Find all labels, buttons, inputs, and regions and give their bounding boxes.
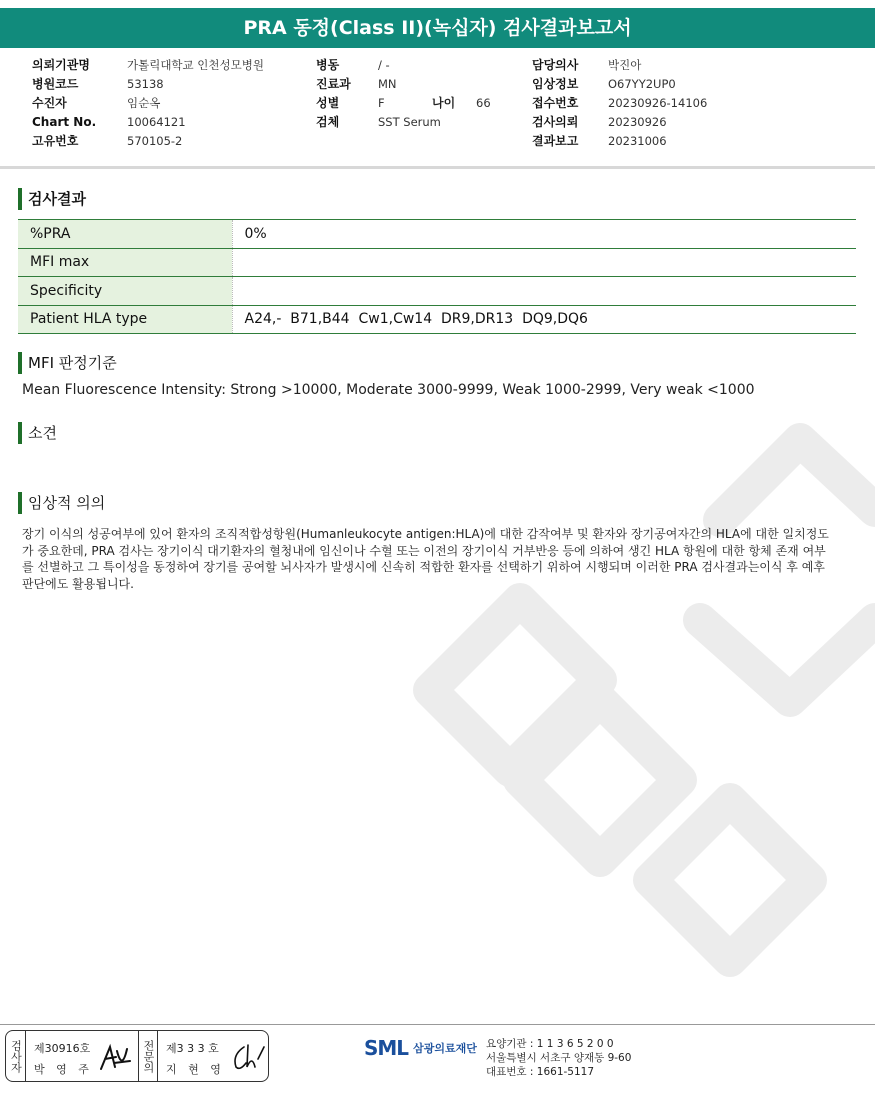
examiner-label-text: 검사자 — [9, 1039, 23, 1073]
chart-no-label: Chart No. — [32, 115, 97, 129]
table-row — [18, 248, 856, 277]
specialist-label — [138, 1031, 158, 1081]
table-row — [18, 277, 856, 306]
examiner-cell — [32, 1031, 136, 1081]
department-value: MN — [378, 77, 397, 91]
result-value — [232, 277, 856, 306]
unique-no-label: 고유번호 — [32, 134, 79, 148]
age-value: 66 — [476, 96, 491, 110]
contact-info — [486, 1037, 631, 1079]
doctor-label: 담당의사 — [532, 58, 579, 72]
request-date-label: 검사의뢰 — [532, 115, 579, 129]
examiner-name: 박 영 주 — [34, 1063, 93, 1076]
patient-value: 임순옥 — [127, 96, 161, 110]
result-value: 0% — [232, 220, 856, 249]
hospital-code-label: 병원코드 — [32, 77, 79, 91]
patient-label: 수진자 — [32, 96, 67, 110]
patient-info-column-2 — [316, 56, 491, 132]
result-value: A24,- B71,B44 Cw1,Cw14 DR9,DR13 DQ9,DQ6 — [232, 305, 856, 334]
table-row — [18, 220, 856, 249]
specialist-license-no: 제3 3 3 호 — [166, 1042, 219, 1055]
results-table — [18, 219, 856, 334]
unique-no-value: 570105-2 — [127, 134, 183, 148]
contact-phone: 대표번호 : 1661-5117 — [486, 1066, 595, 1078]
specialist-signature-icon — [230, 1041, 266, 1075]
clinical-info-label: 임상정보 — [532, 77, 579, 91]
ward-label: 병동 — [316, 58, 340, 72]
ward-value: / - — [378, 58, 390, 72]
results-section-title: 검사결과 — [18, 188, 86, 210]
result-value — [232, 248, 856, 277]
sex-value: F — [378, 96, 385, 110]
sex-label: 성별 — [316, 96, 340, 110]
table-row — [18, 305, 856, 334]
specialist-name: 지 현 영 — [166, 1063, 225, 1076]
patient-info-column-1 — [32, 56, 264, 151]
footer-divider — [0, 1024, 875, 1025]
report-date-label: 결과보고 — [532, 134, 579, 148]
age-label: 나이 — [432, 96, 456, 110]
result-label: Specificity — [18, 277, 232, 306]
doctor-value: 박진아 — [608, 58, 642, 72]
institution-label: 의뢰기관명 — [32, 58, 90, 72]
clinical-info-value: O67YY2UP0 — [608, 77, 676, 91]
report-title: PRA 동정(Class II)(녹십자) 검사결과보고서 — [0, 8, 875, 48]
sml-logo-mark: SML — [364, 1036, 409, 1060]
report-date-value: 20231006 — [608, 134, 667, 148]
department-label: 진료과 — [316, 77, 351, 91]
institution-value: 가톨릭대학교 인천성모병원 — [127, 58, 264, 72]
examiner-license-no: 제30916호 — [34, 1042, 91, 1055]
receipt-no-value: 20230926-14106 — [608, 96, 708, 110]
clinical-significance-text: 장기 이식의 성공여부에 있어 환자의 조직적합성항원(Humanleukocyte antigen:HLA)에 대한 감작여부 및 환자와 장기공여자간의 HLA에 대한 일치정도가 중요한데, PRA 검사는 장기이식 대기환자의 혈청내에 임신이나 수혈 또는 이전의 장기이식 거부반응 등에 의하여 생긴 HLA 항원에 대한 항체 존재 여부를 선별하고 그 특이성을 동정하여 장기를 공여할 뇌사자가 발생시에 신속히 적합한 환자를 선택하기 위하여 시행되며 이러한 PRA 검사결과는이식 후 예후 판단에도 활용됩니다. — [22, 527, 829, 591]
mfi-criteria-text: Mean Fluorescence Intensity: Strong >10000, Moderate 3000-9999, Weak 1000-2999, Very weak <1000 — [22, 382, 755, 398]
sml-logo-org: 삼광의료재단 — [413, 1042, 477, 1055]
specialist-cell — [164, 1031, 268, 1081]
hospital-code-value: 53138 — [127, 77, 164, 91]
sml-logo — [364, 1036, 477, 1060]
result-label: Patient HLA type — [18, 305, 232, 334]
signature-box — [5, 1030, 269, 1082]
examiner-signature-icon — [98, 1041, 132, 1075]
examiner-label — [6, 1031, 26, 1081]
opinion-section-title: 소견 — [18, 422, 57, 444]
receipt-no-label: 접수번호 — [532, 96, 579, 110]
contact-address: 서울특별시 서초구 양재동 9-60 — [486, 1052, 632, 1064]
chart-no-value: 10064121 — [127, 115, 186, 129]
specimen-value: SST Serum — [378, 115, 441, 129]
contact-code: 요양기관 : 1 1 3 6 5 2 0 0 — [486, 1038, 614, 1050]
header-divider — [0, 166, 875, 169]
request-date-value: 20230926 — [608, 115, 667, 129]
patient-info-column-3 — [532, 56, 707, 151]
specialist-label-text: 전문의 — [142, 1039, 155, 1073]
result-label: MFI max — [18, 248, 232, 277]
mfi-section-title: MFI 판정기준 — [18, 352, 117, 374]
clinical-section-title: 임상적 의의 — [18, 492, 105, 514]
result-label: %PRA — [18, 220, 232, 249]
specimen-label: 검체 — [316, 115, 340, 129]
